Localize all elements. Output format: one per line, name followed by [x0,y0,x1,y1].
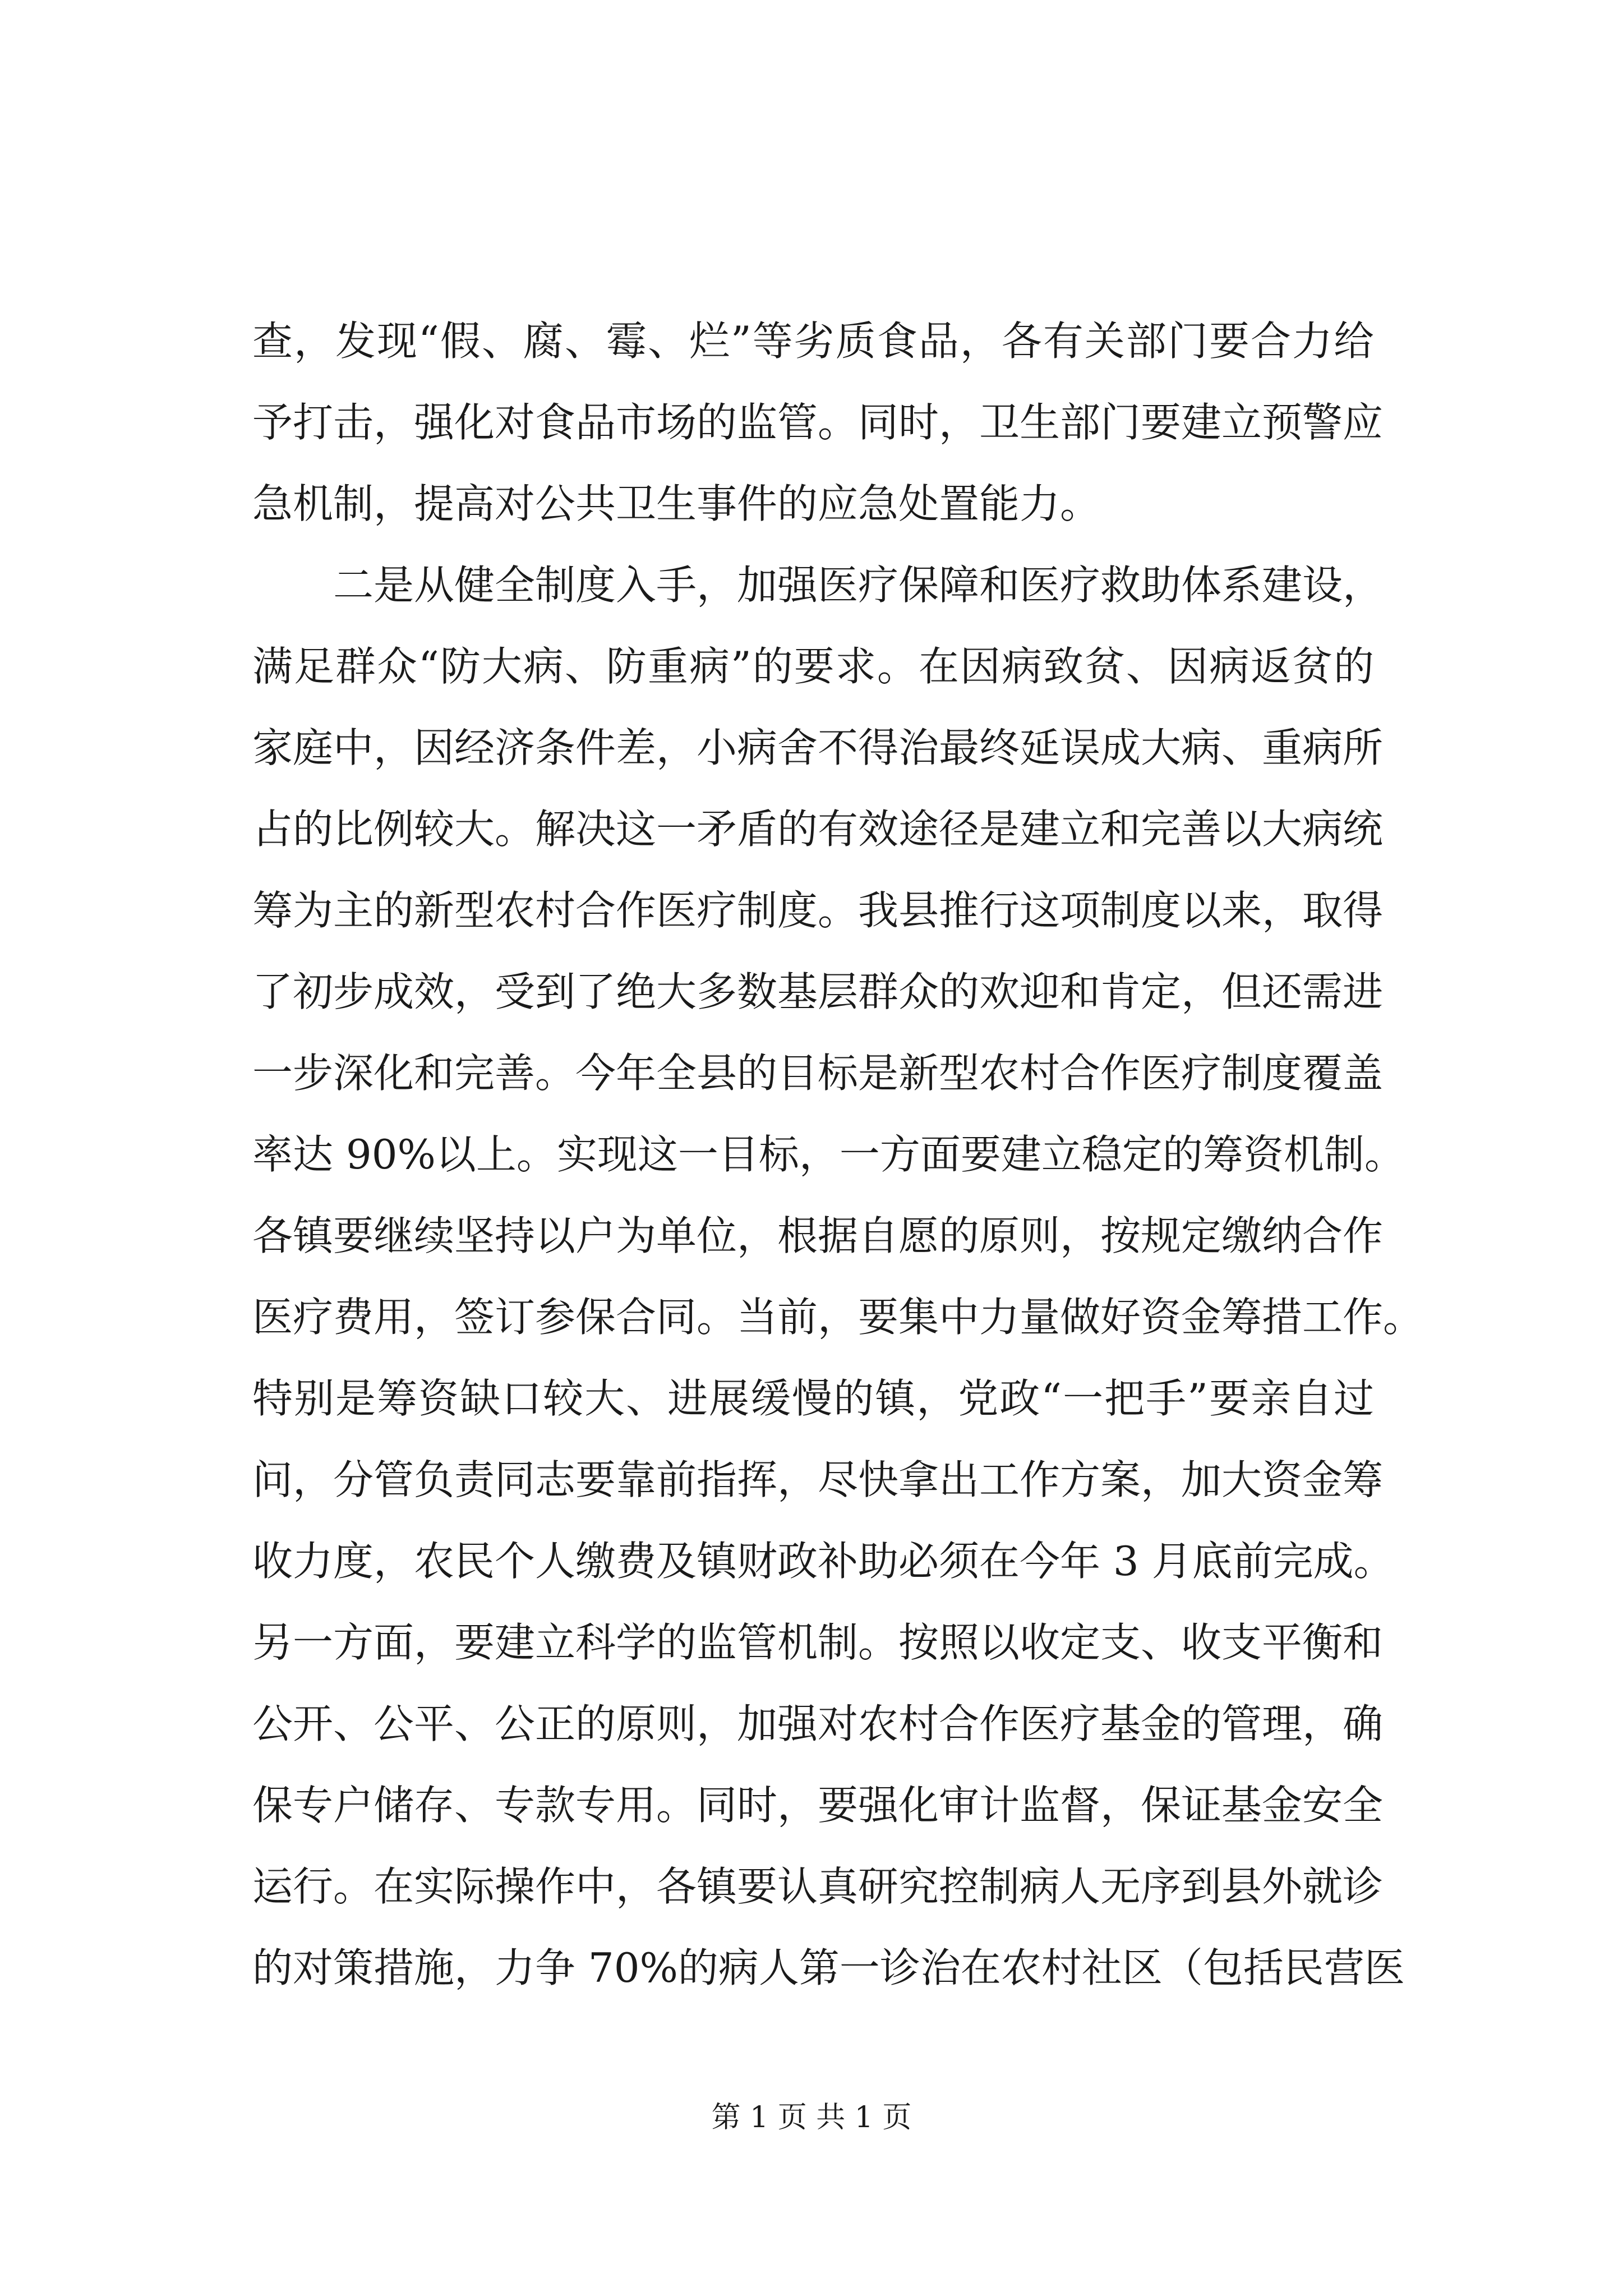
text-line-14: 特别是筹资缺口较大、进展缓慢的镇，党政“一把手”要亲自过 [252,1375,1374,1422]
text-line-9: 了初步成效，受到了绝大多数基层群众的欢迎和肯定，但还需进 [252,968,1384,1015]
text-line-20: 运行。在实际操作中，各镇要认真研究控制病人无序到县外就诊 [252,1863,1384,1910]
text-line-10: 一步深化和完善。今年全县的目标是新型农村合作医疗制度覆盖 [252,1050,1384,1097]
page-footer: 第 1 页 共 1 页 [711,2101,912,2134]
text-line-7: 占的比例较大。解决这一矛盾的有效途径是建立和完善以大病统 [252,806,1384,853]
text-line-1: 查，发现“假、腐、霉、烂”等劣质食品，各有关部门要合力给 [252,318,1374,365]
text-line-13: 医疗费用，签订参保合同。当前，要集中力量做好资金筹措工作。 [252,1294,1424,1341]
text-line-5: 满足群众“防大病、防重病”的要求。在因病致贫、因病返贫的 [252,643,1374,690]
text-line-11: 率达 90%以上。实现这一目标，一方面要建立稳定的筹资机制。 [252,1131,1405,1178]
text-line-16: 收力度，农民个人缴费及镇财政补助必须在今年 3 月底前完成。 [252,1538,1394,1585]
text-line-2: 予打击，强化对食品市场的监管。同时，卫生部门要建立预警应 [252,399,1384,446]
text-line-17: 另一方面，要建立科学的监管机制。按照以收定支、收支平衡和 [252,1619,1384,1666]
text-line-6: 家庭中，因经济条件差，小病舍不得治最终延误成大病、重病所 [252,724,1384,771]
text-line-19: 保专户储存、专款专用。同时，要强化审计监督，保证基金安全 [252,1782,1384,1829]
text-line-3: 急机制，提高对公共卫生事件的应急处置能力。 [252,480,1101,527]
text-line-12: 各镇要继续坚持以户为单位，根据自愿的原则，按规定缴纳合作 [252,1212,1384,1259]
text-line-18: 公开、公平、公正的原则，加强对农村合作医疗基金的管理，确 [252,1700,1384,1747]
text-line-15: 问，分管负责同志要靠前指挥，尽快拿出工作方案，加大资金筹 [252,1456,1384,1503]
text-line-8: 筹为主的新型农村合作医疗制度。我县推行这项制度以来，取得 [252,887,1384,934]
body-text [252,301,1424,2009]
text-line-4: 二是从健全制度入手，加强医疗保障和医疗救助体系建设， [252,562,1384,609]
text-line-21: 的对策措施，力争 70%的病人第一诊治在农村社区（包括民营医 [252,1944,1405,1991]
